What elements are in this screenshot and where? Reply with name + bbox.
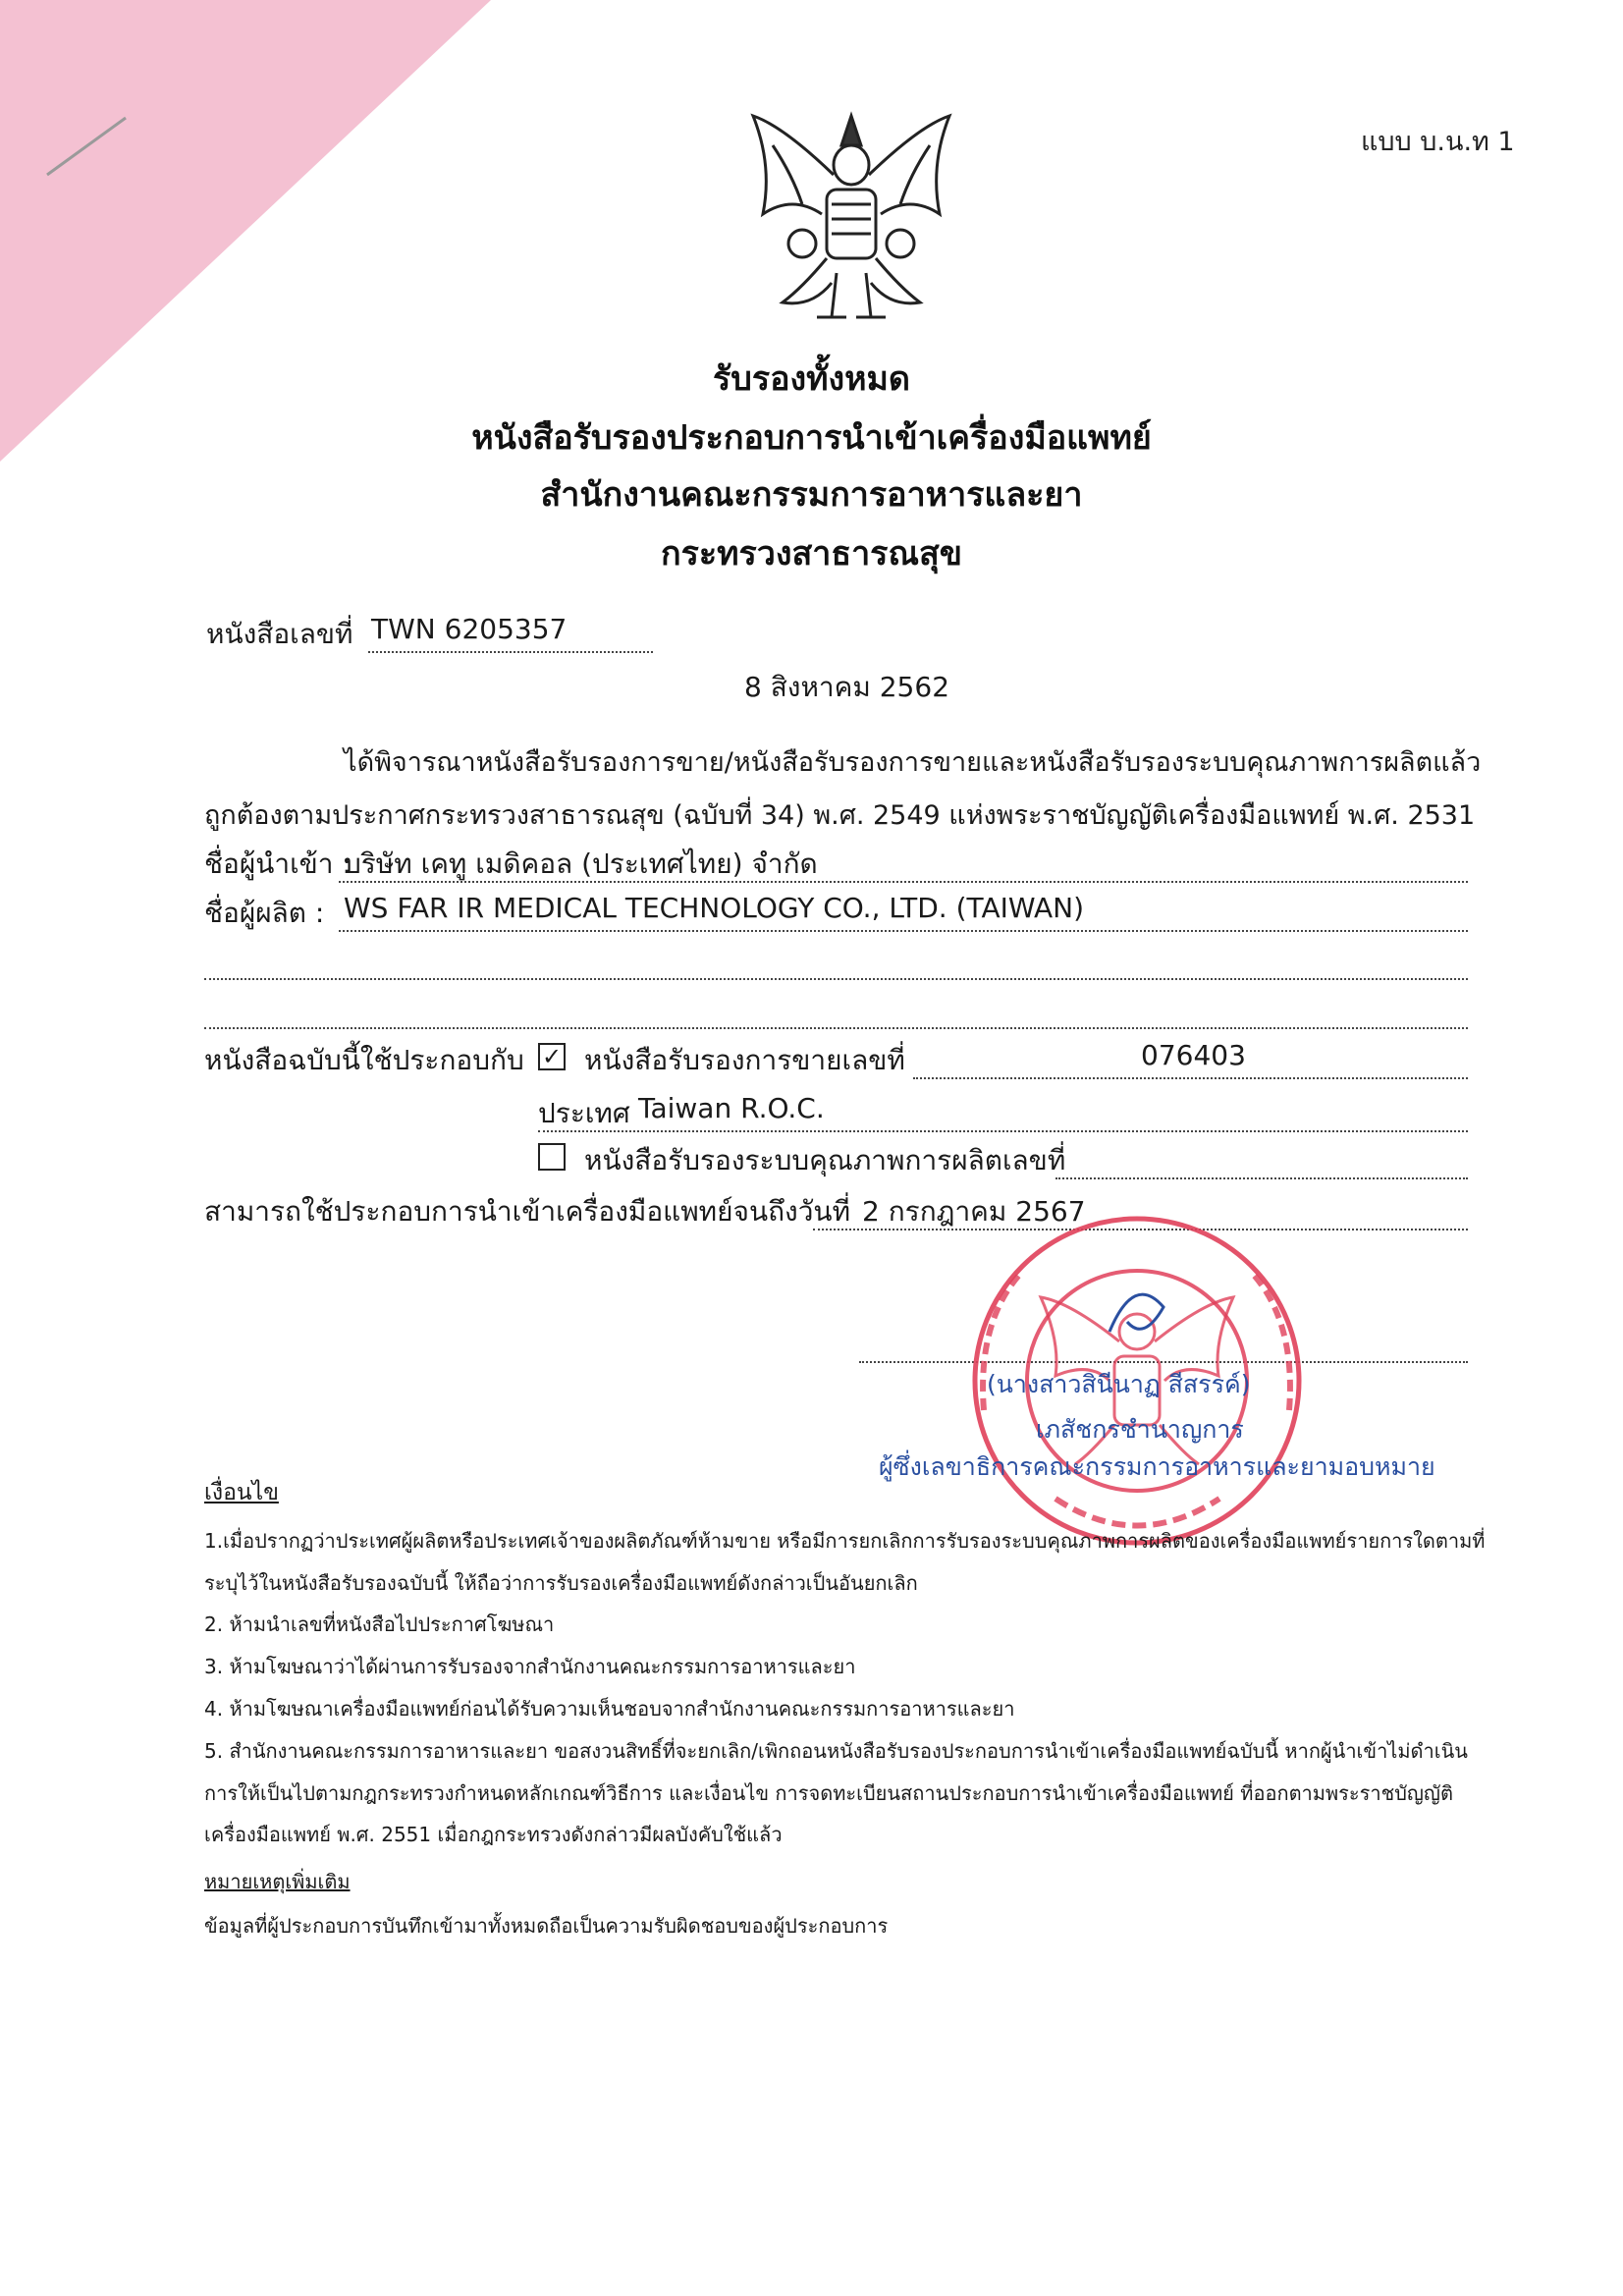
cfs-dotline — [913, 1077, 1468, 1079]
importer-value: บริษัท เคทู เมดิคอล (ประเทศไทย) จำกัด — [344, 847, 818, 880]
qms-label: หนังสือรับรองระบบคุณภาพการผลิตเลขที่ — [584, 1144, 1066, 1176]
doc-title-certified: รับรองทั้งหมด — [712, 359, 911, 399]
country-label: ประเทศ — [538, 1097, 630, 1129]
manufacturer-label: ชื่อผู้ผลิต : — [204, 897, 325, 929]
importer-dotline — [339, 881, 1468, 883]
signatory-name: (นางสาวสินีนาฏ สีสรรค์) — [987, 1370, 1251, 1398]
doc-title-office: สำนักงานคณะกรรมการอาหารและยา — [540, 475, 1083, 515]
used-with-label: หนังสือฉบับนี้ใช้ประกอบกับ — [204, 1044, 524, 1076]
doc-title-ministry: กระทรวงสาธารณสุข — [661, 534, 962, 574]
blank-dotline-2 — [204, 1027, 1468, 1029]
cfs-checkbox[interactable]: ✓ — [538, 1043, 566, 1070]
body-line-2: ถูกต้องตามประกาศกระทรวงสาธารณสุข (ฉบับที่ 34) พ.ศ. 2549 แห่งพระราชบัญญัติเครื่องมือแพทย์ พ.ศ. 2531 — [204, 800, 1476, 831]
conditions-title: เงื่อนไข — [204, 1480, 279, 1505]
condition-line-3: 2. ห้ามนำเลขที่หนังสือไปประกาศโฆษณา — [204, 1613, 555, 1636]
condition-line-4: 3. ห้ามโฆษณาว่าได้ผ่านการรับรองจากสำนักงานคณะกรรมการอาหารและยา — [204, 1655, 856, 1678]
certificate-number-value: TWN 6205357 — [371, 613, 568, 645]
manufacturer-dotline — [339, 930, 1468, 932]
form-code: แบบ บ.น.ท 1 — [1361, 127, 1515, 157]
doc-title-certificate: หนังสือรับรองประกอบการนำเข้าเครื่องมือแพทย์ — [471, 418, 1152, 458]
signatory-position: เภสัชกรชำนาญการ — [1036, 1415, 1244, 1444]
remarks-title: หมายเหตุเพิ่มเติม — [204, 1870, 351, 1893]
condition-line-8: เครื่องมือแพทย์ พ.ศ. 2551 เมื่อกฎกระทรวงดังกล่าวมีผลบังคับใช้แล้ว — [204, 1823, 783, 1846]
condition-line-2: ระบุไว้ในหนังสือรับรองฉบับนี้ ให้ถือว่าการรับรองเครื่องมือแพทย์ดังกล่าวเป็นอันยกเลิก — [204, 1571, 918, 1595]
remarks-text: ข้อมูลที่ผู้ประกอบการบันทึกเข้ามาทั้งหมดถือเป็นความรับผิดชอบของผู้ประกอบการ — [204, 1914, 889, 1938]
condition-line-7: การให้เป็นไปตามกฎกระทรวงกำหนดหลักเกณฑ์วิธีการ และเงื่อนไข การจดทะเบียนสถานประกอบการนำเข้าเครื่องมือแพทย์ ที่ออกตามพระราชบัญญัติ — [204, 1781, 1453, 1805]
qms-checkbox[interactable] — [538, 1143, 566, 1171]
valid-until-value: 2 กรกฎาคม 2567 — [862, 1195, 1086, 1228]
certificate-number-dotline — [368, 651, 653, 653]
condition-line-1: 1.เมื่อปรากฏว่าประเทศผู้ผลิตหรือประเทศเจ้าของผลิตภัณฑ์ห้ามขาย หรือมีการยกเลิกการรับรองระบบคุณภาพการผลิตของเครื่องมือแพทย์รายการใดตามที่ — [204, 1529, 1486, 1553]
cfs-number: 076403 — [1141, 1039, 1246, 1071]
condition-line-6: 5. สำนักงานคณะกรรมการอาหารและยา ขอสงวนสิทธิ์ที่จะยกเลิก/เพิกถอนหนังสือรับรองประกอบการนำเข้าเครื่องมือแพทย์ฉบับนี้ หากผู้นำเข้าไม่ดำเนิน — [204, 1739, 1468, 1763]
signatory-authority: ผู้ซึ่งเลขาธิการคณะกรรมการอาหารและยามอบหมาย — [879, 1452, 1435, 1481]
blank-dotline-1 — [204, 978, 1468, 980]
certificate-number-label: หนังสือเลขที่ — [206, 618, 353, 650]
qms-dotline — [1055, 1177, 1468, 1179]
country-value: Taiwan R.O.C. — [638, 1092, 825, 1124]
country-dotline — [538, 1130, 1468, 1132]
condition-line-5: 4. ห้ามโฆษณาเครื่องมือแพทย์ก่อนได้รับความเห็นชอบจากสำนักงานคณะกรรมการอาหารและยา — [204, 1697, 1015, 1721]
valid-until-label: สามารถใช้ประกอบการนำเข้าเครื่องมือแพทย์จนถึงวันที่ — [204, 1195, 851, 1228]
manufacturer-value: WS FAR IR MEDICAL TECHNOLOGY CO., LTD. (TAIWAN) — [344, 892, 1085, 924]
certificate-date: 8 สิงหาคม 2562 — [744, 671, 950, 703]
cfs-label: หนังสือรับรองการขายเลขที่ — [584, 1044, 905, 1076]
garuda-emblem-icon — [743, 106, 959, 327]
importer-label: ชื่อผู้นำเข้า : — [204, 847, 352, 880]
body-line-1: ได้พิจารณาหนังสือรับรองการขาย/หนังสือรับรองการขายและหนังสือรับรองระบบคุณภาพการผลิตแล้ว — [344, 747, 1482, 778]
